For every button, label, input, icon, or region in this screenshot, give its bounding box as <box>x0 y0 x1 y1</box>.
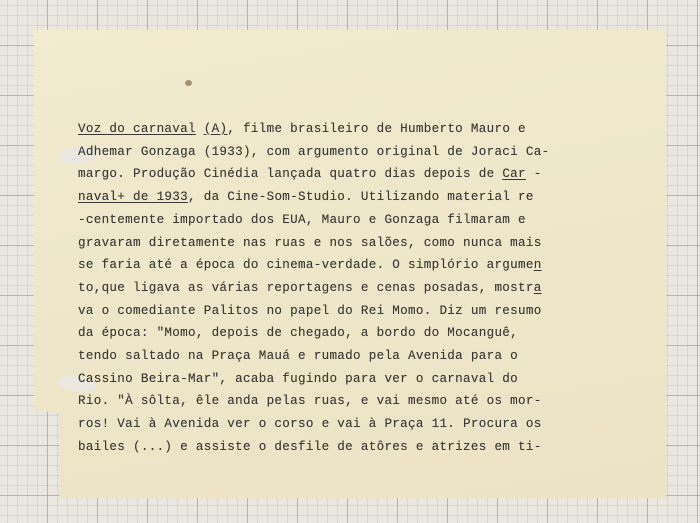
ink-spot <box>185 80 192 86</box>
underlined-run: (A) <box>203 122 228 136</box>
text-line <box>78 254 549 277</box>
text-line <box>78 186 549 209</box>
text-line <box>78 413 549 436</box>
text-run <box>196 122 204 136</box>
underlined-run: n <box>533 258 542 273</box>
text-line <box>78 163 549 186</box>
text-run: gravaram diretamente nas ruas e nos salões, como nunca mais <box>78 235 542 250</box>
text-run: Cassino Beira-Mar", acaba fugindo para ver o carnaval do <box>78 371 519 386</box>
text-line <box>78 322 549 345</box>
text-run: , da Cine-Som-Studio. Utilizando material re <box>188 190 534 205</box>
text-line <box>78 300 549 323</box>
text-run: ros! Vai à Avenida ver o corso e vai à Praça 11. Procura os <box>78 417 542 432</box>
text-run: va o comediante Palitos no papel do Rei Momo. Diz um resumo <box>78 303 542 318</box>
text-run: - <box>525 167 542 182</box>
text-run: Rio. "À sôlta, êle anda pelas ruas, e vai mesmo até os mor- <box>78 394 542 409</box>
text-run: -centemente importado dos EUA, Mauro e Gonzaga filmaram e <box>78 212 526 227</box>
underlined-run: Car <box>502 167 526 182</box>
text-line <box>78 436 549 459</box>
text-run: margo. Produção Cinédia lançada quatro dias depois de <box>78 167 503 182</box>
text-line <box>78 277 549 300</box>
text-line <box>78 345 549 368</box>
text-run: da época: "Momo, depois de chegado, a bordo do Mocanguê, <box>78 326 519 341</box>
text-run: to,que ligava as várias reportagens e cenas posadas, mostr <box>78 280 534 295</box>
text-line <box>78 209 549 232</box>
underlined-run: a <box>533 280 542 295</box>
text-run: Adhemar Gonzaga (1933), com argumento original de Joraci Ca- <box>78 144 550 159</box>
text-line <box>78 118 549 141</box>
text-run: bailes (...) e assiste o desfile de atôres e atrizes em ti- <box>78 439 542 454</box>
underlined-run: naval+ de 1933 <box>78 190 189 205</box>
text-run: , filme brasileiro de Humberto Mauro e <box>227 122 526 136</box>
text-run: tendo saltado na Praça Mauá e rumado pela Avenida para o <box>78 349 519 364</box>
text-line <box>78 232 549 255</box>
text-line <box>78 368 549 391</box>
text-line <box>78 141 549 164</box>
text-line <box>78 390 549 413</box>
typewritten-text <box>78 118 549 459</box>
text-run: se faria até a época do cinema-verdade. O simplório argume <box>78 258 534 273</box>
underlined-run: Voz do carnaval <box>78 122 196 136</box>
